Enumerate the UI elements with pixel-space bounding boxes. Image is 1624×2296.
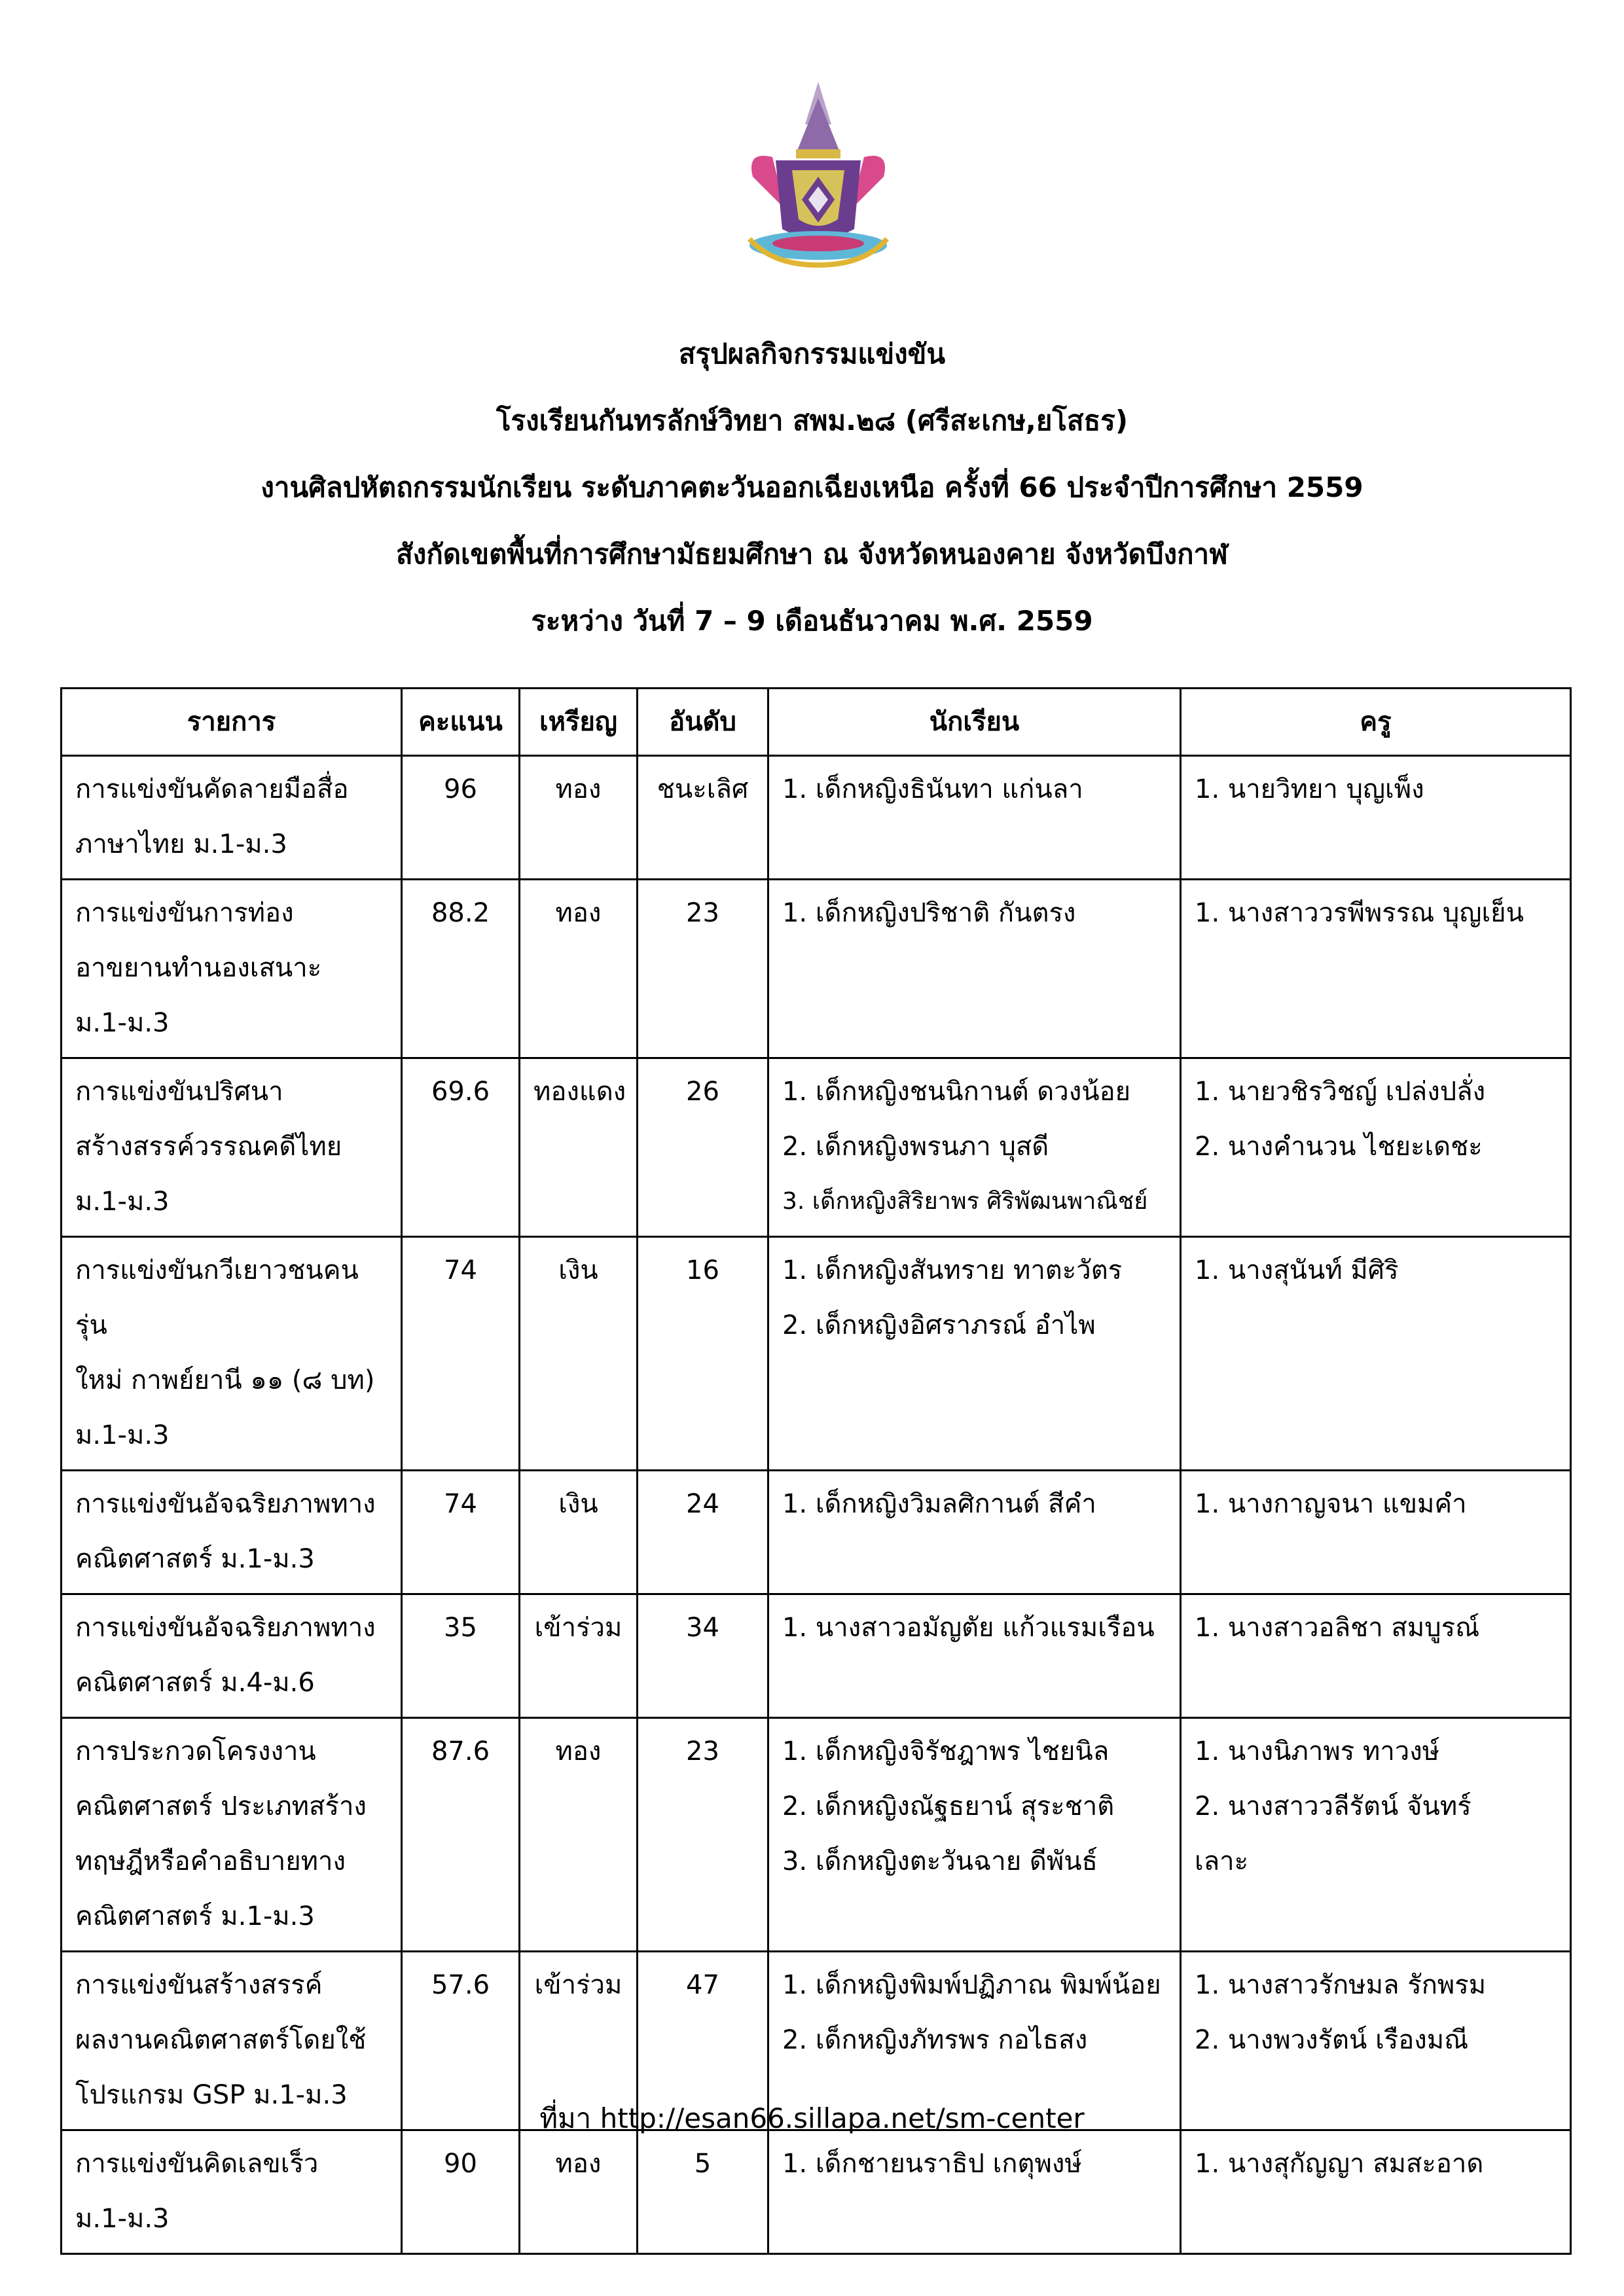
subject-line: การแข่งขันคิดเลขเร็ว xyxy=(75,2149,319,2179)
student-name: 2. เด็กหญิงภัทรพร กอไธสง xyxy=(782,2025,1088,2055)
row-subject xyxy=(62,1237,402,1471)
row-subject xyxy=(62,1471,402,1594)
teacher-name: 1. นางสาวอลิชา สมบูรณ์ xyxy=(1195,1613,1480,1643)
header-rank: อันดับ xyxy=(638,689,768,756)
row-subject xyxy=(62,1718,402,1952)
row-students xyxy=(768,2130,1181,2254)
student-name: 1. เด็กหญิงพิมพ์ปฏิภาณ พิมพ์น้อย xyxy=(782,1970,1161,2000)
row-teachers xyxy=(1181,1237,1571,1471)
subject-line: การแข่งขันกวีเยาวชนคนรุ่น xyxy=(75,1255,359,1340)
row-medal: ทอง xyxy=(520,880,638,1058)
subject-line: ม.1-ม.3 xyxy=(75,2204,170,2234)
title-line-school: โรงเรียนกันทรลักษ์วิทยา สพม.๒๘ (ศรีสะเกษ,ยโสธร) xyxy=(496,404,1128,437)
row-rank: 24 xyxy=(638,1471,768,1594)
results-table xyxy=(60,687,1572,2255)
source-citation: ที่มา http://esan66.sillapa.net/sm-center xyxy=(539,2102,1085,2134)
subject-line: คณิตศาสตร์ ม.4-ม.6 xyxy=(75,1668,315,1698)
teacher-name: 2. นางพวงรัตน์ เรืองมณี xyxy=(1195,2025,1469,2055)
teacher-name: เลาะ xyxy=(1195,1846,1249,1876)
student-name: 1. เด็กหญิงชนนิกานต์ ดวงน้อย xyxy=(782,1077,1131,1107)
table-header-row xyxy=(62,689,1571,756)
teacher-name: 2. นางคำนวน ไชยะเดชะ xyxy=(1195,1132,1483,1162)
table-row xyxy=(62,756,1571,880)
row-students xyxy=(768,1594,1181,1718)
row-subject xyxy=(62,1058,402,1237)
teacher-name: 1. นางสาววรพีพรรณ บุญเย็น xyxy=(1195,898,1524,928)
teacher-name: 2. นางสาววลีรัตน์ จันทร์ xyxy=(1195,1791,1471,1821)
student-name: 2. เด็กหญิงณัฐธยาน์ สุระชาติ xyxy=(782,1791,1115,1821)
subject-line: การประกวดโครงงาน xyxy=(75,1736,316,1767)
row-subject xyxy=(62,756,402,880)
teacher-name: 1. นางกาญจนา แขมคำ xyxy=(1195,1489,1467,1519)
subject-line: คณิตศาสตร์ ม.1-ม.3 xyxy=(75,1901,315,1931)
subject-line: โปรแกรม GSP ม.1-ม.3 xyxy=(75,2080,348,2110)
row-medal: ทอง xyxy=(520,2130,638,2254)
row-students xyxy=(768,756,1181,880)
teacher-name: 1. นางสุนันท์ มีศิริ xyxy=(1195,1255,1399,1285)
row-medal: ทอง xyxy=(520,756,638,880)
row-teachers xyxy=(1181,1718,1571,1952)
row-teachers xyxy=(1181,756,1571,880)
row-rank: 5 xyxy=(638,2130,768,2254)
table-row xyxy=(62,880,1571,1058)
title-line-location: สังกัดเขตพื้นที่การศึกษามัธยมศึกษา ณ จังหวัดหนองคาย จังหวัดบึงกาฬ xyxy=(396,538,1228,570)
document-title-block xyxy=(0,321,1624,655)
row-rank: 26 xyxy=(638,1058,768,1237)
row-rank: 34 xyxy=(638,1594,768,1718)
subject-line: การแข่งขันปริศนา xyxy=(75,1077,283,1107)
subject-line: ภาษาไทย ม.1-ม.3 xyxy=(75,829,287,859)
subject-line: ม.1-ม.3 xyxy=(75,1420,170,1450)
table-row xyxy=(62,1058,1571,1237)
student-name: 1. เด็กหญิงจิรัชฎาพร ไชยนิล xyxy=(782,1736,1110,1767)
row-medal: เงิน xyxy=(520,1471,638,1594)
subject-line: ทฤษฎีหรือคำอธิบายทาง xyxy=(75,1846,346,1876)
student-name: 3. เด็กหญิงสิริยาพร ศิริพัฒนพาณิชย์ xyxy=(782,1188,1148,1215)
table-row xyxy=(62,1718,1571,1952)
subject-line: การแข่งขันคัดลายมือสื่อ xyxy=(75,774,349,804)
subject-line: การแข่งขันอัจฉริยภาพทาง xyxy=(75,1489,376,1519)
student-name: 1. เด็กหญิงธินันทา แก่นลา xyxy=(782,774,1083,804)
subject-line: ม.1-ม.3 xyxy=(75,1008,170,1038)
row-medal: ทองแดง xyxy=(520,1058,638,1237)
subject-line: การแข่งขันการท่อง xyxy=(75,898,294,928)
row-teachers xyxy=(1181,1594,1571,1718)
subject-line: ใหม่ กาพย์ยานี ๑๑ (๘ บท) xyxy=(75,1365,375,1395)
teacher-name: 1. นางสาวรักษมล รักพรม xyxy=(1195,1970,1487,2000)
subject-line: คณิตศาสตร์ ประเภทสร้าง xyxy=(75,1791,367,1821)
teacher-name: 1. นายวิทยา บุญเพ็ง xyxy=(1195,774,1424,804)
subject-line: การแข่งขันอัจฉริยภาพทาง xyxy=(75,1613,376,1643)
table-row xyxy=(62,2130,1571,2254)
row-subject xyxy=(62,2130,402,2254)
teacher-name: 1. นางสุกัญญา สมสะอาด xyxy=(1195,2149,1484,2179)
row-rank: ชนะเลิศ xyxy=(638,756,768,880)
header-medal: เหรียญ xyxy=(520,689,638,756)
student-name: 2. เด็กหญิงพรนภา บุสดี xyxy=(782,1132,1049,1162)
header-score: คะแนน xyxy=(402,689,520,756)
row-students xyxy=(768,1718,1181,1952)
row-medal: เงิน xyxy=(520,1237,638,1471)
student-name: 1. เด็กหญิงปริชาติ กันตรง xyxy=(782,898,1076,928)
student-name: 1. นางสาวอมัญตัย แก้วแรมเรือน xyxy=(782,1613,1155,1643)
row-subject xyxy=(62,1594,402,1718)
subject-line: การแข่งขันสร้างสรรค์ xyxy=(75,1970,323,2000)
student-name: 3. เด็กหญิงตะวันฉาย ดีพันธ์ xyxy=(782,1846,1098,1876)
row-score: 96 xyxy=(402,756,520,880)
subject-line: ผลงานคณิตศาสตร์โดยใช้ xyxy=(75,2025,367,2055)
row-teachers xyxy=(1181,880,1571,1058)
teacher-name: 1. นายวชิรวิชญ์ เปล่งปลั่ง xyxy=(1195,1077,1486,1107)
row-score: 74 xyxy=(402,1237,520,1471)
title-line-1: สรุปผลกิจกรรมแข่งขัน xyxy=(678,338,946,370)
title-line-date: ระหว่าง วันที่ 7 – 9 เดือนธันวาคม พ.ศ. 2559 xyxy=(531,605,1093,637)
table-row xyxy=(62,1594,1571,1718)
header-teachers: ครู xyxy=(1181,689,1571,756)
row-students xyxy=(768,1058,1181,1237)
teacher-name: 1. นางนิภาพร ทาวงษ์ xyxy=(1195,1736,1440,1767)
row-score: 57.6 xyxy=(402,1952,520,2130)
subject-line: ม.1-ม.3 xyxy=(75,1187,170,1217)
row-students xyxy=(768,880,1181,1058)
student-name: 1. เด็กหญิงวิมลศิกานต์ สีคำ xyxy=(782,1489,1096,1519)
row-rank: 47 xyxy=(638,1952,768,2130)
row-students xyxy=(768,1471,1181,1594)
row-score: 88.2 xyxy=(402,880,520,1058)
row-teachers xyxy=(1181,2130,1571,2254)
student-name: 1. เด็กหญิงสันทราย ทาตะวัตร xyxy=(782,1255,1123,1285)
row-score: 87.6 xyxy=(402,1718,520,1952)
subject-line: อาขยานทำนองเสนาะ xyxy=(75,953,322,983)
header-item: รายการ xyxy=(62,689,402,756)
row-teachers xyxy=(1181,1058,1571,1237)
row-rank: 23 xyxy=(638,1718,768,1952)
school-emblem-icon xyxy=(733,79,903,275)
row-medal: เข้าร่วม xyxy=(520,1594,638,1718)
row-score: 69.6 xyxy=(402,1058,520,1237)
row-rank: 23 xyxy=(638,880,768,1058)
student-name: 2. เด็กหญิงอิศราภรณ์ อำไพ xyxy=(782,1310,1096,1340)
row-students xyxy=(768,1237,1181,1471)
table-row xyxy=(62,1471,1571,1594)
row-score: 90 xyxy=(402,2130,520,2254)
header-students: นักเรียน xyxy=(768,689,1181,756)
student-name: 1. เด็กชายนราธิป เกตุพงษ์ xyxy=(782,2149,1082,2179)
row-teachers xyxy=(1181,1471,1571,1594)
row-score: 35 xyxy=(402,1594,520,1718)
title-line-event: งานศิลปหัตถกรรมนักเรียน ระดับภาคตะวันออกเฉียงเหนือ ครั้งที่ 66 ประจำปีการศึกษา 2559 xyxy=(261,471,1363,503)
row-medal: ทอง xyxy=(520,1718,638,1952)
subject-line: คณิตศาสตร์ ม.1-ม.3 xyxy=(75,1544,315,1574)
subject-line: สร้างสรรค์วรรณคดีไทย xyxy=(75,1132,342,1162)
table-row xyxy=(62,1237,1571,1471)
row-subject xyxy=(62,880,402,1058)
row-medal: เข้าร่วม xyxy=(520,1952,638,2130)
row-rank: 16 xyxy=(638,1237,768,1471)
row-score: 74 xyxy=(402,1471,520,1594)
